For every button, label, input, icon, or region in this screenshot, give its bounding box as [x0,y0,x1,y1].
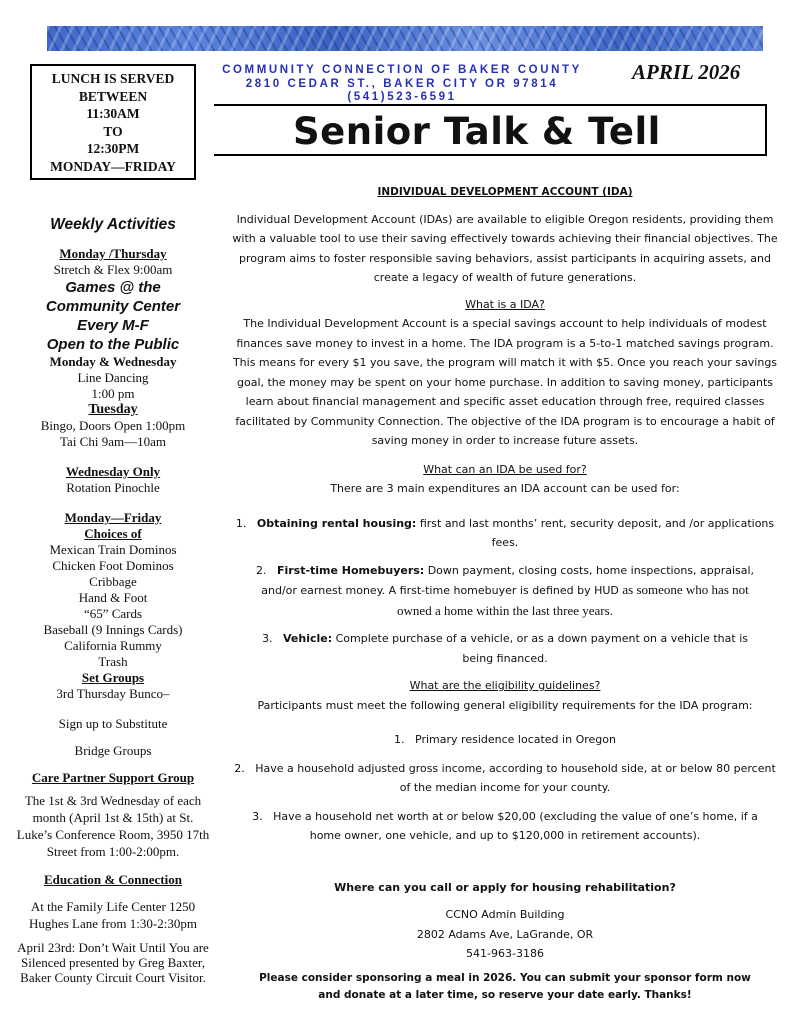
org-phone: (541)523-6591 [347,91,457,103]
item-text: Down payment, closing costs, home inspections, appraisal, and/or earnest money. A first-time homebuyer is defined by HUD [261,563,755,597]
spacer [10,236,216,246]
uses-item [228,514,782,553]
issue-date: APRIL 2026 [632,60,741,84]
games-line: Community Center [45,298,181,315]
eligibility-item [228,759,782,798]
care-heading: Care Partner Support Group [31,770,195,785]
item-number: 2. [255,563,267,577]
lunch-line: LUNCH IS SERVED [51,71,175,86]
tuesday-item: Tai Chi 9am—10am [60,434,166,449]
what-is-paragraph: The Individual Development Account is a special savings account to help individuals of modest finances save money to invest in a home. The IDA program is a 5-to-1 matched savings program. This means for every $1 you save, the program will match it with $5. Once you reach your savings goal, the money may be spent on your home purchase. In addition to saving money, participants learn about financial management and specific asset education through free, required classes facilitated by Community Connection. The objective of the IDA program is to encourage a habit of saving money in order to increase future assets. [232,317,778,447]
mon-fri-item: Chicken Foot Dominos [52,558,174,573]
lunch-line: 11:30AM [86,106,140,121]
main-article [228,183,782,1004]
mon-wed-heading: Monday & Wednesday [49,354,177,369]
org-address: 2810 CEDAR ST., BAKER CITY OR 97814 [245,77,559,90]
lunch-line: TO [103,123,123,139]
contact-line: CCNO Admin Building [445,908,565,921]
spacer [228,203,782,210]
item-label: First-time Homebuyers: [276,563,425,577]
item-number: 1. [394,733,405,746]
spacer [228,798,782,807]
mon-fri-item: Cribbage [89,574,137,589]
mon-wed-item: 1:00 pm [91,386,135,401]
education-event: April 23rd: Don’t Wait Until You are Silenced presented by Greg Baxter, Baker County Circuit Court Visitor. [17,940,209,985]
item-text: Primary residence located in Oregon [415,733,616,746]
organization-info [206,64,598,105]
item-text: first and last months’ rent, security deposit, and /or applications fees. [416,516,775,549]
lunch-line: MONDAY—FRIDAY [50,158,176,174]
wednesday-item: Rotation Pinochle [66,480,160,495]
education-heading: Education & Connection [44,872,182,887]
lunch-line: BETWEEN [78,88,148,104]
spacer [10,732,216,743]
spacer [10,496,216,510]
games-line: Games @ the [65,279,161,296]
item-label: Vehicle: [283,632,333,645]
contact-line: 2802 Adams Ave, LaGrande, OR [416,927,594,941]
item-text: Have a household adjusted gross income, according to household side, at or below 80 percent of the median income for your county. [255,761,776,794]
item-number: 3. [262,632,273,645]
sponsor-note: Please consider sponsoring a meal in 2026. You can submit your sponsor form now and donate at a later time, so reserve your date early. Thanks! [259,971,751,1001]
spacer [10,932,216,940]
uses-intro: There are 3 main expenditures an IDA account can be used for: [330,482,680,495]
spacer [228,846,782,878]
mon-fri-item: California Rummy [64,638,162,653]
eligibility-item [228,807,782,846]
games-line: Every M-F [77,317,149,334]
uses-heading: What can an IDA be used for? [423,462,587,476]
item-number: 2. [234,761,245,775]
set-groups-item: 3rd Thursday Bunco– [56,686,170,701]
tuesday-heading: Tuesday [88,402,138,417]
spacer [10,888,216,898]
spacer [228,897,782,905]
item-text: Complete purchase of a vehicle, or as a down payment on a vehicle that is being financed. [332,632,748,665]
eligibility-heading: What are the eligibility guidelines? [409,679,601,692]
sidebar-activities [10,214,216,985]
games-line: Open to the Public [46,336,180,353]
eligibility-intro: Participants must meet the following general eligibility requirements for the IDA program: [257,698,753,712]
item-text: Have a household net worth at or below $20,00 (excluding the value of one’s home, if a home owner, one vehicle, and up to $120,000 in retirement accounts). [273,809,758,842]
set-groups-heading: Set Groups [81,670,145,685]
spacer [10,860,216,872]
uses-item [228,629,782,668]
tuesday-item: Bingo, Doors Open 1:00pm [40,418,186,433]
contact-question: Where can you call or apply for housing rehabilitation? [334,880,676,894]
spacer [228,553,782,561]
spacer [228,750,782,759]
org-name: COMMUNITY CONNECTION OF BAKER COUNTY [222,64,582,76]
lunch-line: 12:30PM [86,141,140,156]
bridge-groups: Bridge Groups [74,743,152,758]
spacer [228,621,782,629]
mon-fri-item: Mexican Train Dominos [49,542,177,557]
mon-fri-subheading: Choices of [84,526,142,541]
education-location: At the Family Life Center 1250 Hughes Lane from 1:30-2:30pm [29,899,197,931]
spacer [228,288,782,295]
substitute-signup: Sign up to Substitute [58,716,168,731]
mon-fri-heading: Monday—Friday [64,510,162,525]
mon-thu-heading: Monday /Thursday [59,246,167,261]
lunch-hours-box [30,64,196,180]
intro-paragraph: Individual Development Account (IDAs) are available to eligible Oregon residents, providing them with a valuable tool to use their saving effectively towards achieving their financial objectives. The program aims to foster responsible saving behaviors, assist participants in acquiring assets, and create a legacy of wealth of future generations. [232,212,778,284]
mon-fri-item: Baseball (9 Innings Cards) [43,622,183,637]
spacer [10,759,216,770]
article-heading: INDIVIDUAL DEVELOPMENT ACCOUNT (IDA) [377,186,633,198]
what-is-heading: What is a IDA? [465,297,545,311]
eligibility-item [228,730,782,750]
mon-fri-item: “65” Cards [83,606,143,621]
item-number: 3. [252,809,263,823]
uses-item [228,561,782,622]
item-label: Obtaining rental housing: [256,516,417,530]
mon-fri-item: Trash [98,654,128,669]
sidebar-heading: Weekly Activities [50,216,176,233]
mon-fri-item: Hand & Foot [78,590,148,605]
spacer [228,499,782,514]
newsletter-title: Senior Talk & Tell [293,110,661,153]
contact-line: 541-963-3186 [466,947,544,960]
care-text: The 1st & 3rd Wednesday of each month (April 1st & 15th) at St. Luke’s Conference Room, 3950 17th Street from 1:00-2:00pm. [16,793,210,859]
spacer [228,451,782,460]
item-text-tail: as someone who has not owned a home within the last three years. [397,582,749,618]
spacer [228,715,782,730]
header-banner [47,26,763,51]
mon-wed-item: Line Dancing [77,370,149,385]
item-number: 1. [235,516,247,530]
spacer [228,668,782,676]
mon-thu-item: Stretch & Flex 9:00am [53,262,173,277]
spacer [10,702,216,716]
wednesday-heading: Wednesday Only [65,464,161,479]
spacer [10,450,216,464]
